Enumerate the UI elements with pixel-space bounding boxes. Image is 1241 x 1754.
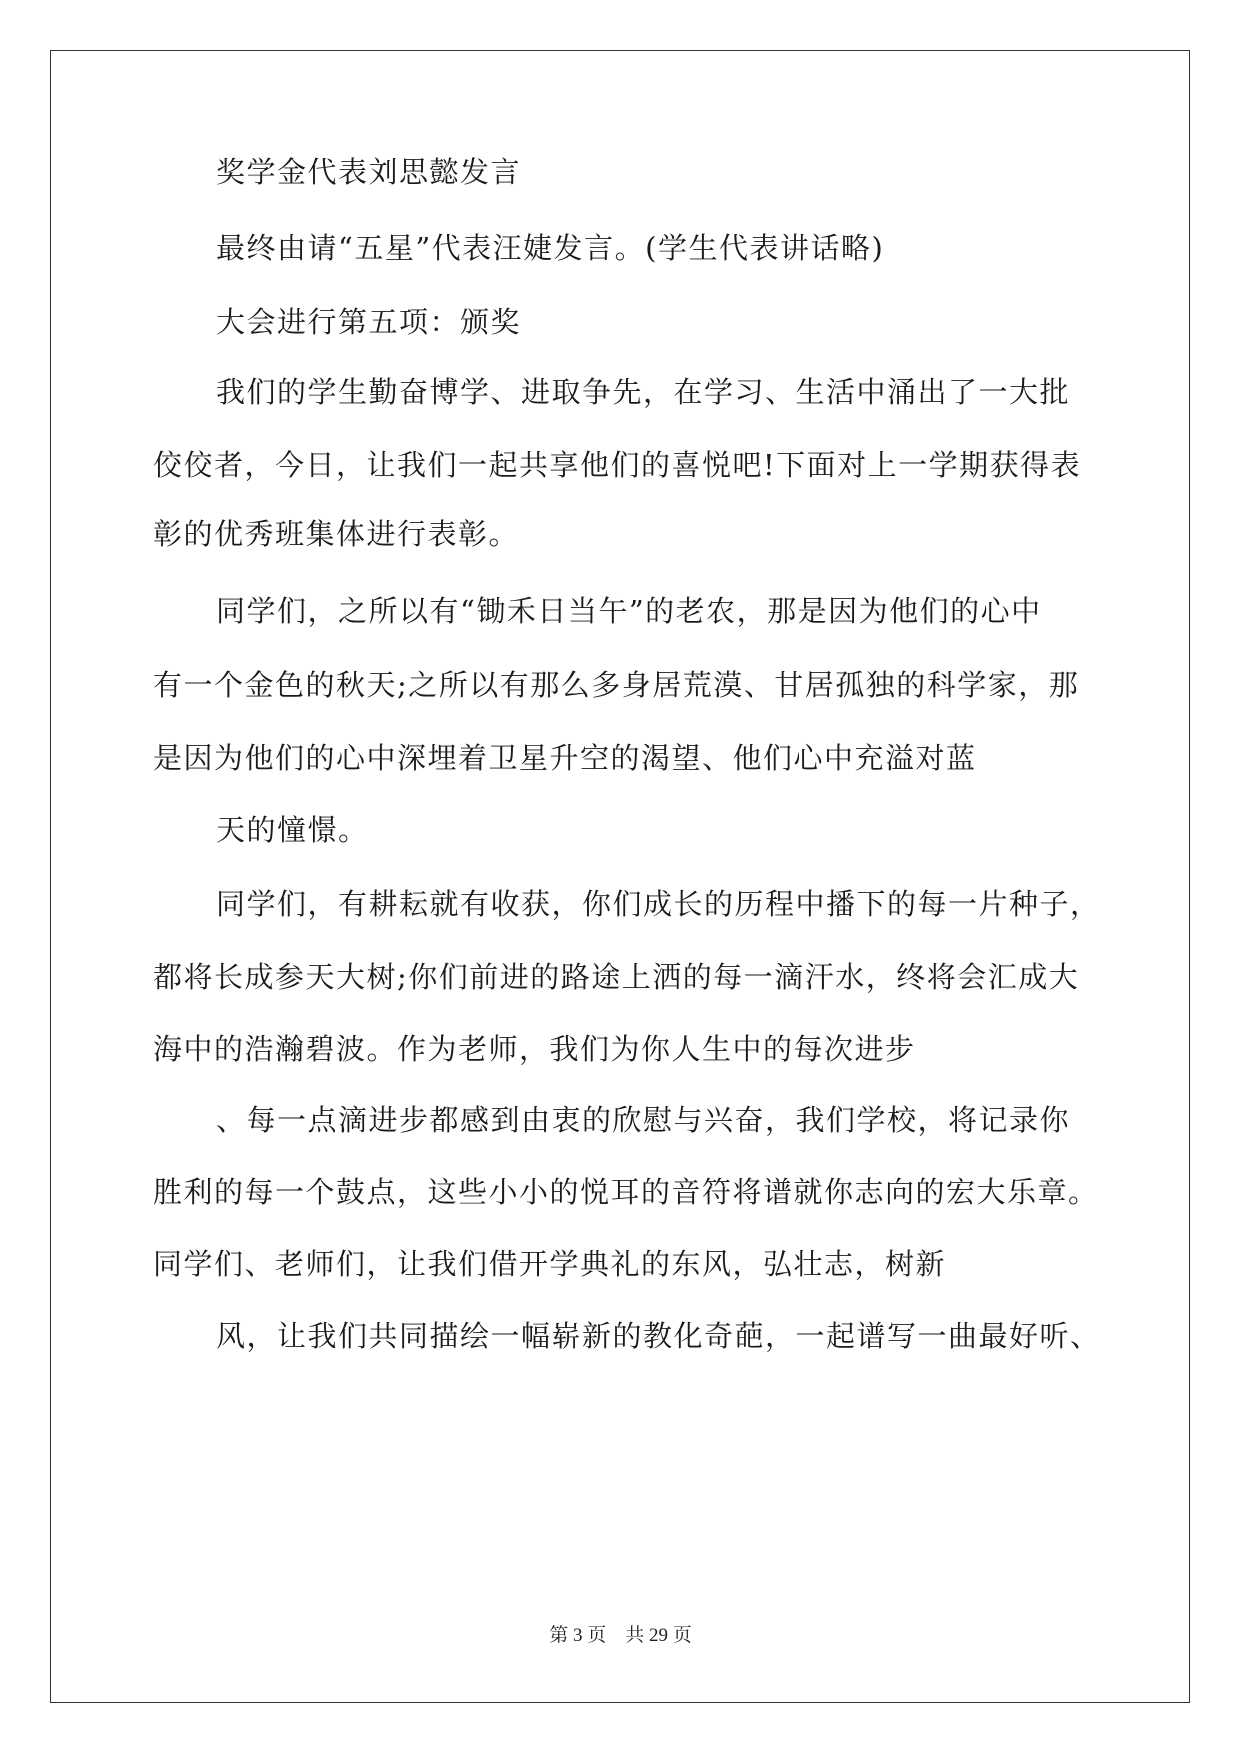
page-number: 第 3 页 共 29 页: [549, 1625, 692, 1646]
text-line: 同学们、老师们，让我们借开学典礼的东风，弘壮志，树新: [153, 1247, 947, 1281]
page-border: [50, 50, 1190, 1703]
text-line: 海中的浩瀚碧波。作为老师，我们为你人生中的每次进步: [153, 1032, 916, 1066]
text-line: 奖学金代表刘思懿发言: [216, 155, 522, 189]
text-line: 佼佼者，今日，让我们一起共享他们的喜悦吧!下面对上一学期获得表: [153, 448, 1082, 482]
text-line: 风，让我们共同描绘一幅崭新的教化奇葩，一起谱写一曲最好听、: [216, 1319, 1101, 1353]
text-line: 、每一点滴进步都感到由衷的欣慰与兴奋，我们学校，将记录你: [216, 1103, 1071, 1137]
text-line: 都将长成参天大树;你们前进的路途上洒的每一滴汗水，终将会汇成大: [153, 960, 1080, 994]
text-line: 是因为他们的心中深埋着卫星升空的渴望、他们心中充溢对蓝: [153, 741, 977, 775]
text-line: 天的憧憬。: [216, 813, 369, 847]
text-line: 大会进行第五项：颁奖: [216, 305, 522, 339]
text-line: 有一个金色的秋天;之所以有那么多身居荒漠、甘居孤独的科学家，那: [153, 668, 1080, 702]
text-line: 最终由请“五星”代表汪婕发言。(学生代表讲话略): [216, 231, 885, 265]
text-line: 胜利的每一个鼓点，这些小小的悦耳的音符将谱就你志向的宏大乐章。: [153, 1175, 1099, 1209]
text-line: 同学们，有耕耘就有收获，你们成长的历程中播下的每一片种子，: [216, 887, 1101, 921]
text-line: 彰的优秀班集体进行表彰。: [153, 517, 520, 551]
text-line: 同学们，之所以有“锄禾日当午”的老农，那是因为他们的心中: [216, 594, 1042, 628]
text-line: 我们的学生勤奋博学、进取争先，在学习、生活中涌出了一大批: [216, 375, 1071, 409]
